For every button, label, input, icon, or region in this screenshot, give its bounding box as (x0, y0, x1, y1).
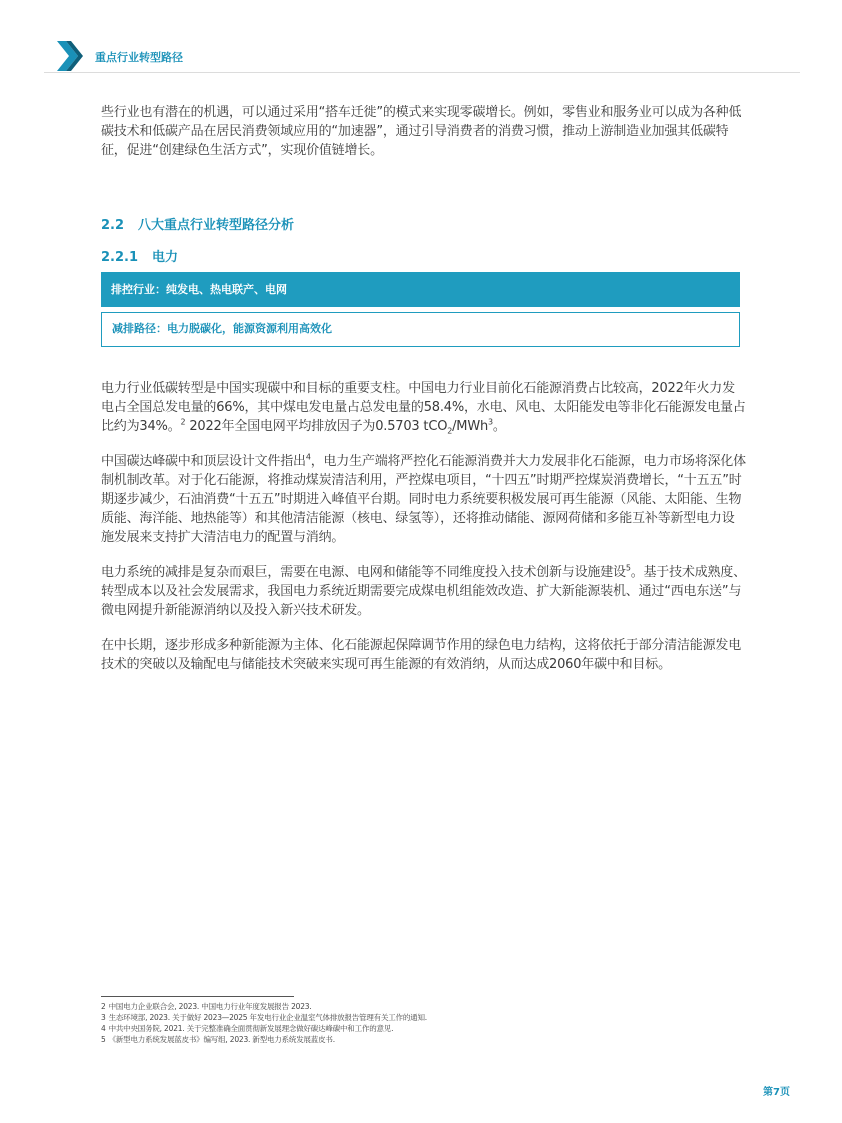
page-header (0, 0, 842, 73)
footnotes (101, 1001, 741, 1045)
section-number: 2.2 (101, 218, 125, 233)
header-divider (44, 72, 800, 73)
section-title: 八大重点行业转型路径分析 (138, 218, 295, 233)
footnote-ref: 4 (305, 452, 311, 462)
footnote-text: 生态环境部, 2023. 关于做好 2023—2025 年发电行业企业温室气体排放报告管理有关工作的通知. (108, 1013, 427, 1022)
paragraph-1-end: 。 (492, 419, 506, 434)
footnote-ref: 3 (488, 417, 493, 427)
section-heading (101, 214, 746, 231)
footnote-item (101, 1012, 741, 1023)
paragraph-2-start: 中国碳达峰碳中和顶层设计文件指出 (101, 454, 306, 469)
paragraph-1-text: 电力行业低碳转型是中国实现碳中和目标的重要支柱。中国电力行业目前化石能源消费占比较高，2022年火力发电占全国总发电量的66%，其中煤电发电量占总发电量的58.4%，水电、风电、太阳能发电等非化石能源发电量占比约为34%。 (101, 381, 746, 434)
subscript: 2 (447, 426, 453, 436)
subsection-title: 电力 (152, 250, 179, 265)
paragraph-3-start: 电力系统的减排是复杂而艰巨，需要在电源、电网和储能等不同维度投入技术创新与设施建设 (101, 565, 626, 580)
footnote-ref: 2 (180, 417, 186, 427)
intro-paragraph: 些行业也有潜在的机遇，可以通过采用“搭车迁徙”的模式来实现零碳增长。例如，零售业和服务业可以成为各种低碳技术和低碳产品在居民消费领域应用的“加速器”，通过引导消费者的消费习惯，推动上游制造业加强其低碳特征，促进“创建绿色生活方式”，实现价值链增长。 (101, 105, 742, 158)
paragraph-4: 在中长期，逐步形成多种新能源为主体、化石能源起保障调节作用的绿色电力结构，这将依托于部分清洁能源发电技术的突破以及输配电与储能技术突破来实现可再生能源的有效消纳，从而达成2060年碳中和目标。 (101, 638, 742, 672)
footnote-number: 3 (101, 1013, 106, 1022)
paragraph-1 (101, 379, 746, 436)
paragraph-1-unit: /MWh (452, 419, 489, 434)
footnote-text: 《新型电力系统发展蓝皮书》编写组, 2023. 新型电力系统发展蓝皮书. (108, 1035, 335, 1044)
footnote-text: 中共中央国务院, 2021. 关于完整准确全面贯彻新发展理念做好碳达峰碳中和工作的意见. (108, 1024, 394, 1033)
subsection-heading (101, 246, 746, 263)
control-industry-box: 排控行业：纯发电、热电联产、电网 (101, 272, 740, 307)
footnote-number: 4 (101, 1024, 106, 1033)
footnote-divider (101, 996, 294, 997)
main-content (101, 103, 746, 674)
footnote-number: 2 (101, 1002, 106, 1011)
footnote-item (101, 1001, 741, 1012)
chevron-right-icon (57, 41, 83, 71)
footnote-text: 中国电力企业联合会, 2023. 中国电力行业年度发展报告 2023. (108, 1002, 312, 1011)
footnote-number: 5 (101, 1035, 106, 1044)
paragraph-3-rest: 。基于技术成熟度、转型成本以及社会发展需求，我国电力系统近期需要完成煤电机组能效改造、扩大新能源装机、通过“西电东送”与微电网提升新能源消纳以及投入新兴技术研发。 (101, 565, 746, 618)
footnote-ref: 5 (625, 563, 631, 573)
reduction-path-box: 减排路径：电力脱碳化，能源资源利用高效化 (101, 312, 740, 347)
footnote-item (101, 1034, 741, 1045)
subsection-number: 2.2.1 (101, 250, 139, 265)
paragraph-2 (101, 452, 746, 547)
paragraph-3 (101, 563, 746, 620)
header-title: 重点行业转型路径 (95, 51, 183, 64)
footnote-item (101, 1023, 741, 1034)
paragraph-1-tail: 2022年全国电网平均排放因子为0.5703 tCO (185, 419, 448, 434)
page-number: 第7页 (763, 1087, 790, 1098)
paragraph-2-rest: ，电力生产端将严控化石能源消费并大力发展非化石能源，电力市场将深化体制机制改革。对于化石能源，将推动煤炭清洁利用，严控煤电项目，“十四五”时期严控煤炭消费增长，“十五五”时期逐步减少，石油消费“十五五”时期进入峰值平台期。同时电力系统要积极发展可再生能源（风能、太阳能、生物质能、海洋能、地热能等）和其他清洁能源（核电、绿氢等），还将推动储能、源网荷储和多能互补等新型电力设施发展来支持扩大清洁电力的配置与消纳。 (101, 454, 746, 545)
